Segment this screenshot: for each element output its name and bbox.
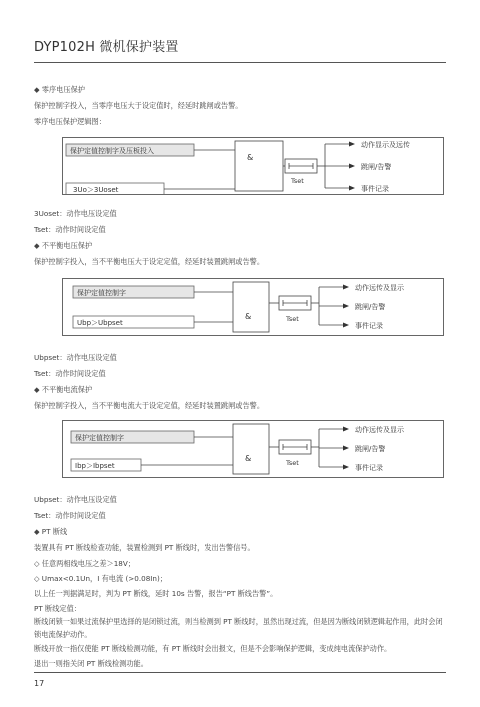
input-control-word-label: 保护定值控制字 (77, 289, 126, 297)
input-control-word-label: 保护定值控制字 (75, 434, 124, 442)
section-desc-unbalanced-current: 保护控制字投入，当不平衡电流大于设定定值，经延时装置跳闸或告警。 (34, 401, 265, 410)
logic-diagram-zero-seq-voltage (62, 137, 444, 195)
logic-diagram-unbalanced-current (62, 420, 444, 478)
timer-label: Tset (286, 315, 299, 323)
input-condition-label: Ibp＞Ibpset (75, 462, 115, 470)
pt-break-exit-desc: 退出一则指关闭 PT 断线检测功能。 (34, 659, 148, 668)
pt-break-condition-1: ◇ 任意两相线电压之差＞18V； (34, 559, 135, 568)
note-voltage-setting: 3Uoset：动作电压设定值 (34, 209, 117, 218)
pt-break-open-desc: 断线开放一指仅使能 PT 断线检测功能，有 PT 断线时会出报文，但是不会影响保护逻辑，变成纯电流保护动作。 (34, 644, 392, 653)
diagram-caption: 零序电压保护逻辑图： (34, 117, 106, 126)
section-heading-unbalanced-current: ◆ 不平衡电流保护 (34, 385, 93, 394)
and-gate (233, 424, 269, 474)
pt-break-desc: 装置具有 PT 断线检查功能，装置检测到 PT 断线时，发出告警信号。 (34, 543, 255, 552)
footer-divider (34, 672, 446, 673)
output-trip-alarm: 跳闸/告警 (361, 163, 392, 171)
note-voltage-setting: Ubpset：动作电压设定值 (34, 495, 117, 504)
and-gate-label: & (245, 312, 252, 321)
section-heading-pt-break: ◆ PT 断线 (34, 527, 68, 536)
pt-break-criteria: 以上任一判据满足时，判为 PT 断线，延时 10s 告警，报告“PT 断线告警”。 (34, 589, 278, 598)
and-gate (233, 282, 269, 332)
output-remote-display: 动作远传及显示 (355, 426, 404, 434)
and-gate-label: & (247, 153, 254, 162)
input-control-word-label: 保护定值控制字及压板投入 (70, 147, 154, 155)
and-gate-label: & (245, 454, 252, 463)
page-title: DYP102H 微机保护装置 (34, 40, 179, 55)
note-time-setting: Tset：动作时间设定值 (34, 225, 106, 234)
output-event-record: 事件记录 (361, 185, 389, 193)
section-heading-unbalanced-voltage: ◆ 不平衡电压保护 (34, 241, 93, 250)
output-trip-alarm: 跳闸/告警 (355, 445, 386, 453)
note-time-setting: Tset：动作时间设定值 (34, 369, 106, 378)
input-condition-label: 3Uo＞3Uoset (73, 186, 119, 194)
pt-break-condition-2: ◇ Umax<0.1Un，I 有电流 (>0.08In)； (34, 574, 167, 583)
header-divider (34, 62, 446, 63)
output-remote-display: 动作远传及显示 (355, 284, 404, 292)
output-trip-alarm: 跳闸/告警 (355, 303, 386, 311)
input-condition-label: Ubp＞Ubpset (77, 319, 123, 327)
section-heading-zero-seq-voltage: ◆ 零序电压保护 (34, 85, 85, 94)
section-desc-zero-seq-voltage: 保护控制字投入，当零序电压大于设定值时，经延时跳闸或告警。 (34, 101, 243, 110)
pt-break-lockout-desc: 断线闭锁一如果过流保护里选择的是闭锁过流，则当检测到 PT 断线时，虽然出现过流，但是因为断线闭锁逻辑起作用，此时会闭锁电流保护动作。 (34, 617, 443, 639)
logic-diagram-unbalanced-voltage (62, 278, 444, 336)
timer-label: Tset (291, 177, 304, 185)
page-number: 17 (34, 679, 45, 688)
output-display-remote: 动作显示及远传 (361, 141, 410, 149)
note-time-setting: Tset：动作时间设定值 (34, 511, 106, 520)
timer-label: Tset (286, 459, 299, 467)
pt-break-setting-label: PT 断线定值： (34, 604, 81, 613)
output-event-record: 事件记录 (355, 464, 383, 472)
and-gate (235, 141, 283, 191)
output-event-record: 事件记录 (355, 322, 383, 330)
section-desc-unbalanced-voltage: 保护控制字投入，当不平衡电压大于设定定值，经延时装置跳闸或告警。 (34, 257, 265, 266)
note-voltage-setting: Ubpset：动作电压设定值 (34, 353, 117, 362)
